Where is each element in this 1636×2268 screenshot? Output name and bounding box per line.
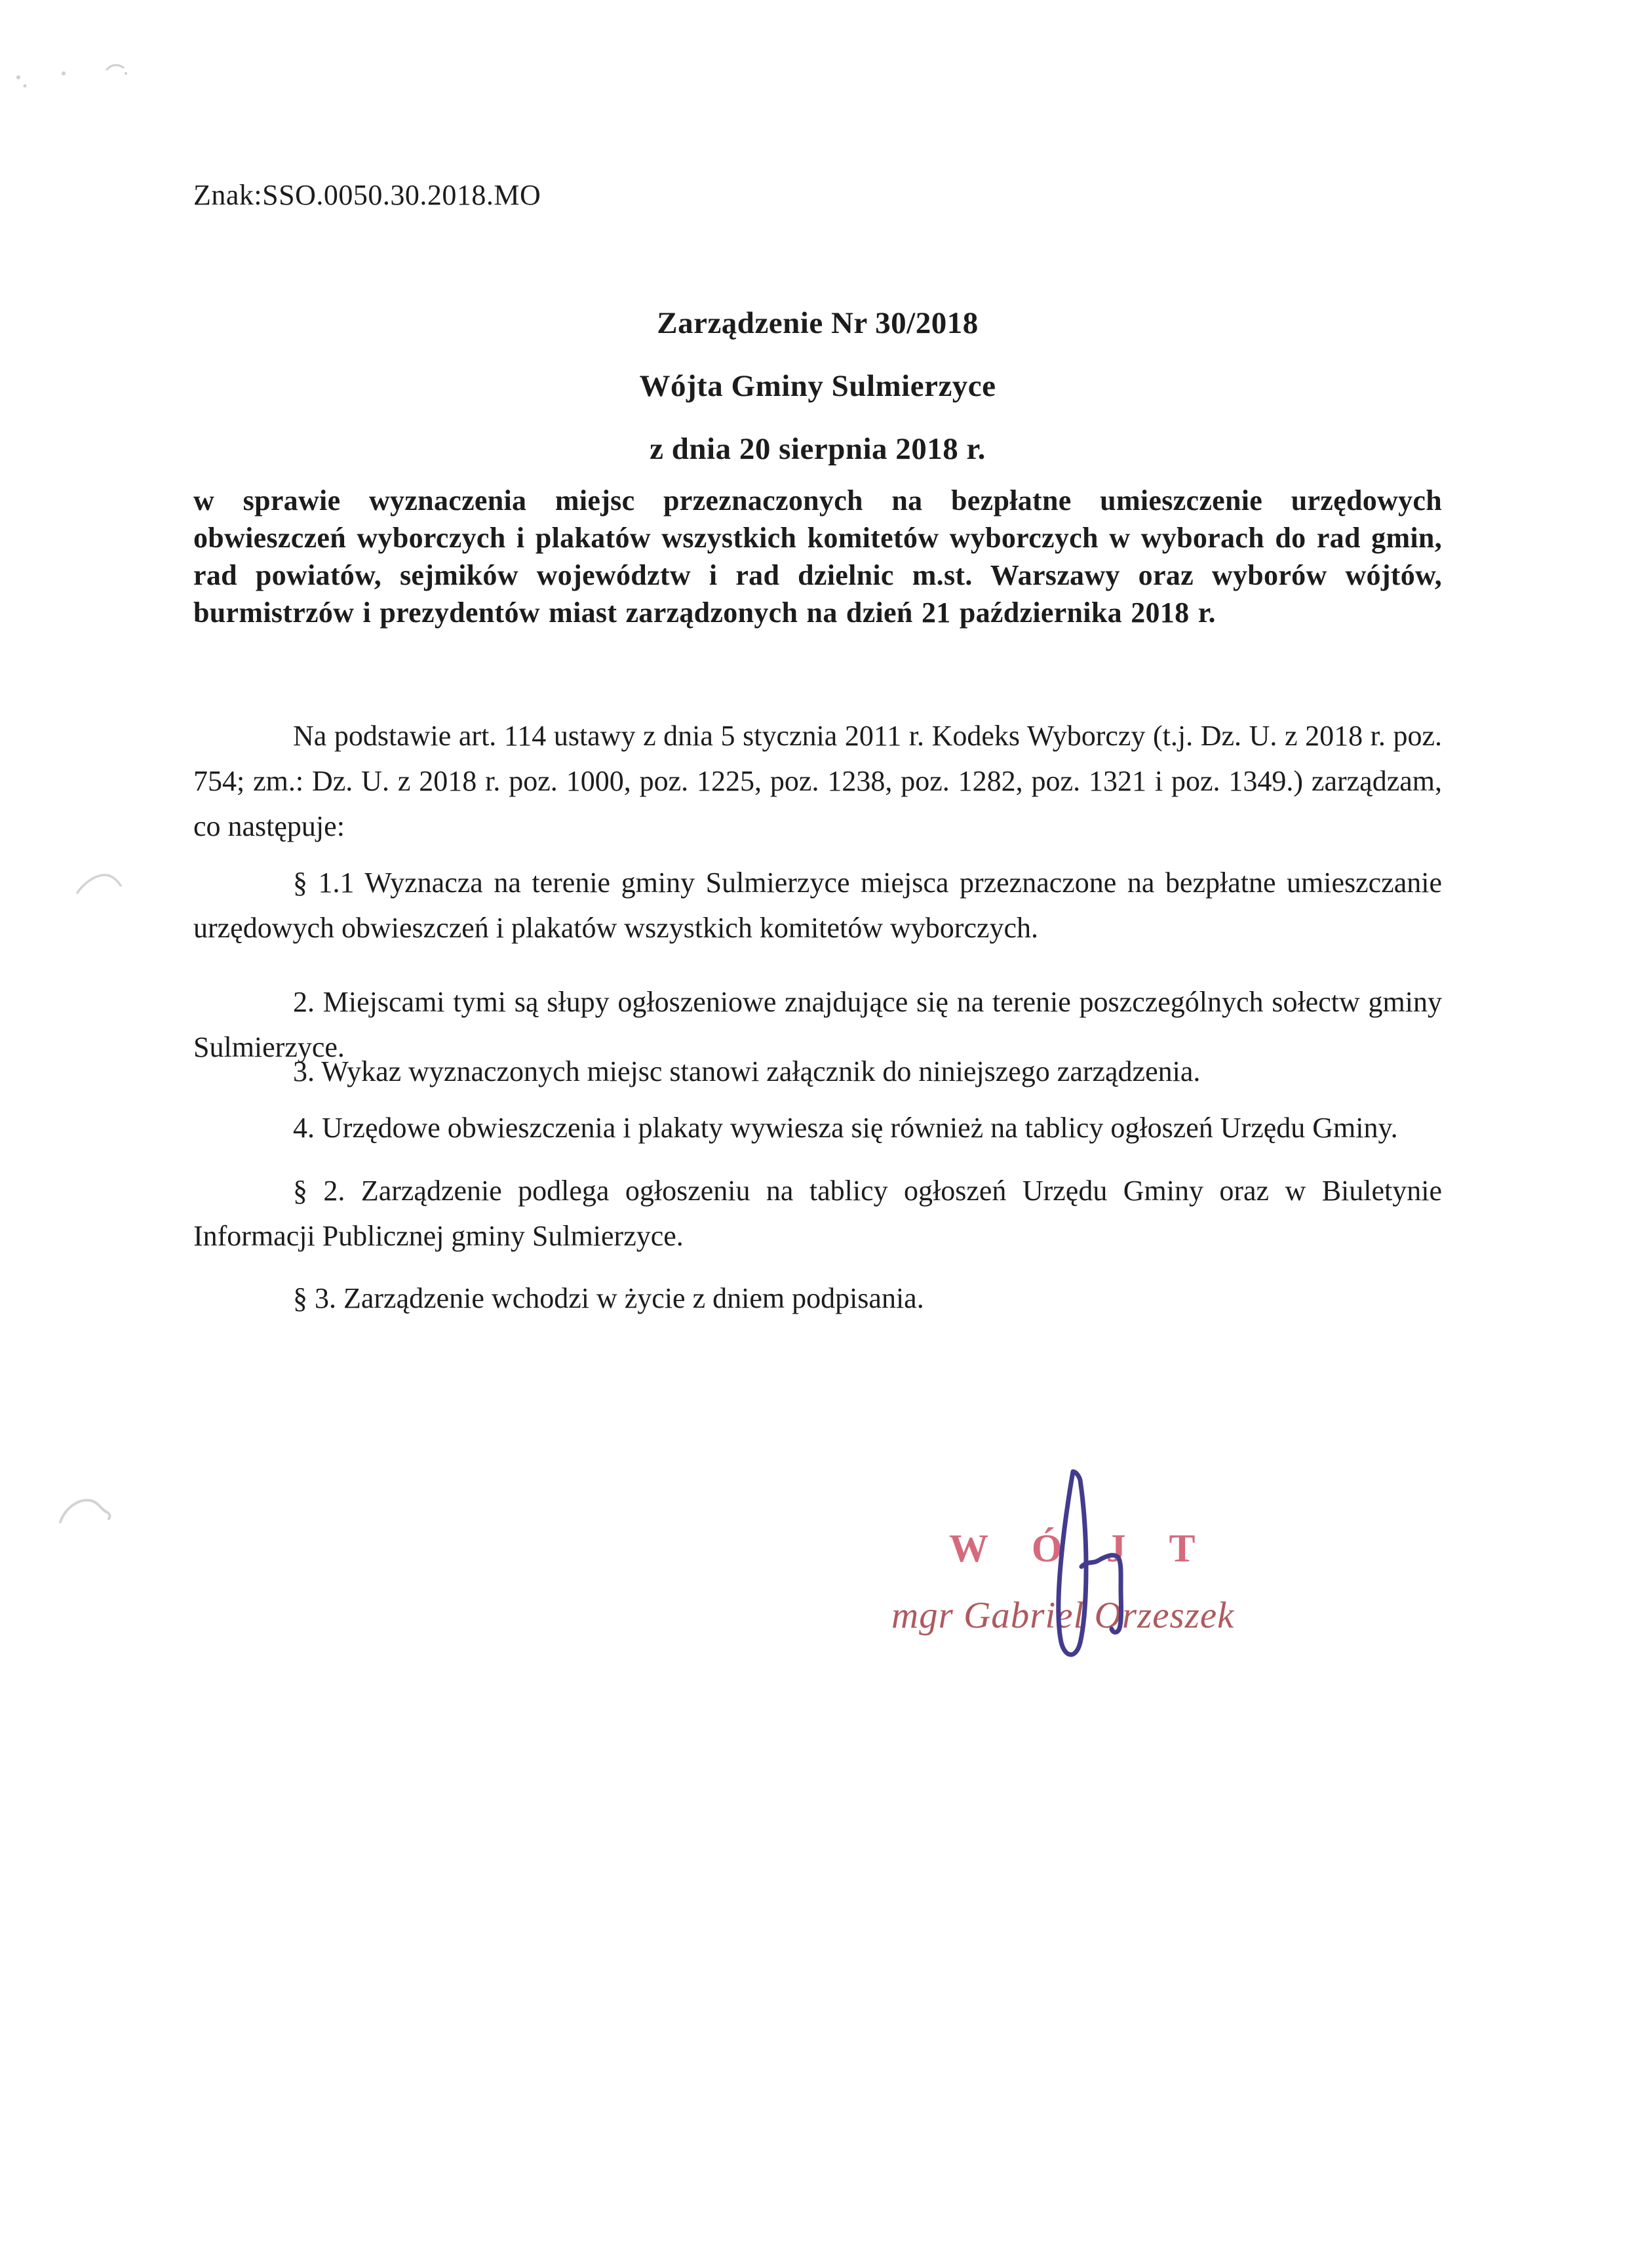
section-1-point-2-paragraph: 2. Miejscami tymi są słupy ogłoszeniowe znajdujące się na terenie poszczególnych sołectw gminy Sulmierzyce. [193, 986, 1442, 1063]
wojt-title-stamp: W Ó J T [949, 1527, 1213, 1570]
section-1-point-4-paragraph: 4. Urzędowe obwieszczenia i plakaty wywiesza się również na tablicy ogłoszeń Urzędu Gminy. [293, 1112, 1398, 1144]
document-title-line-2: Wójta Gminy Sulmierzyce [639, 369, 996, 403]
document-title-line-3: z dnia 20 sierpnia 2018 r. [650, 432, 986, 466]
pencil-mark-upper [77, 875, 121, 893]
pencil-mark-lower [60, 1500, 109, 1522]
legal-basis-paragraph: Na podstawie art. 114 ustawy z dnia 5 stycznia 2011 r. Kodeks Wyborczy (t.j. Dz. U. z 2018 r. poz. 754; zm.: Dz. U. z 2018 r. poz. 1000, poz. 1225, poz. 1238, poz. 1282, poz. 1321 i poz. 1349.) zarządzam, co następuje: [193, 720, 1442, 842]
section-1-paragraph: § 1.1 Wyznacza na terenie gminy Sulmierzyce miejsca przeznaczone na bezpłatne umieszczanie urzędowych obwieszczeń i plakatów wszystkich komitetów wyborczych. [193, 867, 1442, 944]
document-subject-paragraph: w sprawie wyznaczenia miejsc przeznaczonych na bezpłatne umieszczenie urzędowych obwieszczeń wyborczych i plakatów wszystkich komitetów wyborczych w wyborach do rad gmin, rad powiatów, sejmików województw i rad dzielnic m.st. Warszawy oraz wyborów wójtów, burmistrzów i prezydentów miast zarządzonych na dzień 21 października 2018 r. [193, 484, 1442, 629]
section-1-point-3-paragraph: 3. Wykaz wyznaczonych miejsc stanowi załącznik do niniejszego zarządzenia. [293, 1055, 1201, 1087]
signer-name-stamp: mgr Gabriel Orzeszek [891, 1595, 1235, 1636]
document-reference-number: Znak:SSO.0050.30.2018.MO [193, 179, 541, 211]
document-title-line-1: Zarządzenie Nr 30/2018 [657, 306, 979, 340]
scan-speckles [16, 65, 127, 87]
handwritten-signature [1059, 1472, 1121, 1654]
section-2-paragraph: § 2. Zarządzenie podlega ogłoszeniu na tablicy ogłoszeń Urzędu Gminy oraz w Biuletynie Informacji Publicznej gminy Sulmierzyce. [193, 1175, 1442, 1252]
section-3-paragraph: § 3. Zarządzenie wchodzi w życie z dniem podpisania. [293, 1282, 924, 1314]
